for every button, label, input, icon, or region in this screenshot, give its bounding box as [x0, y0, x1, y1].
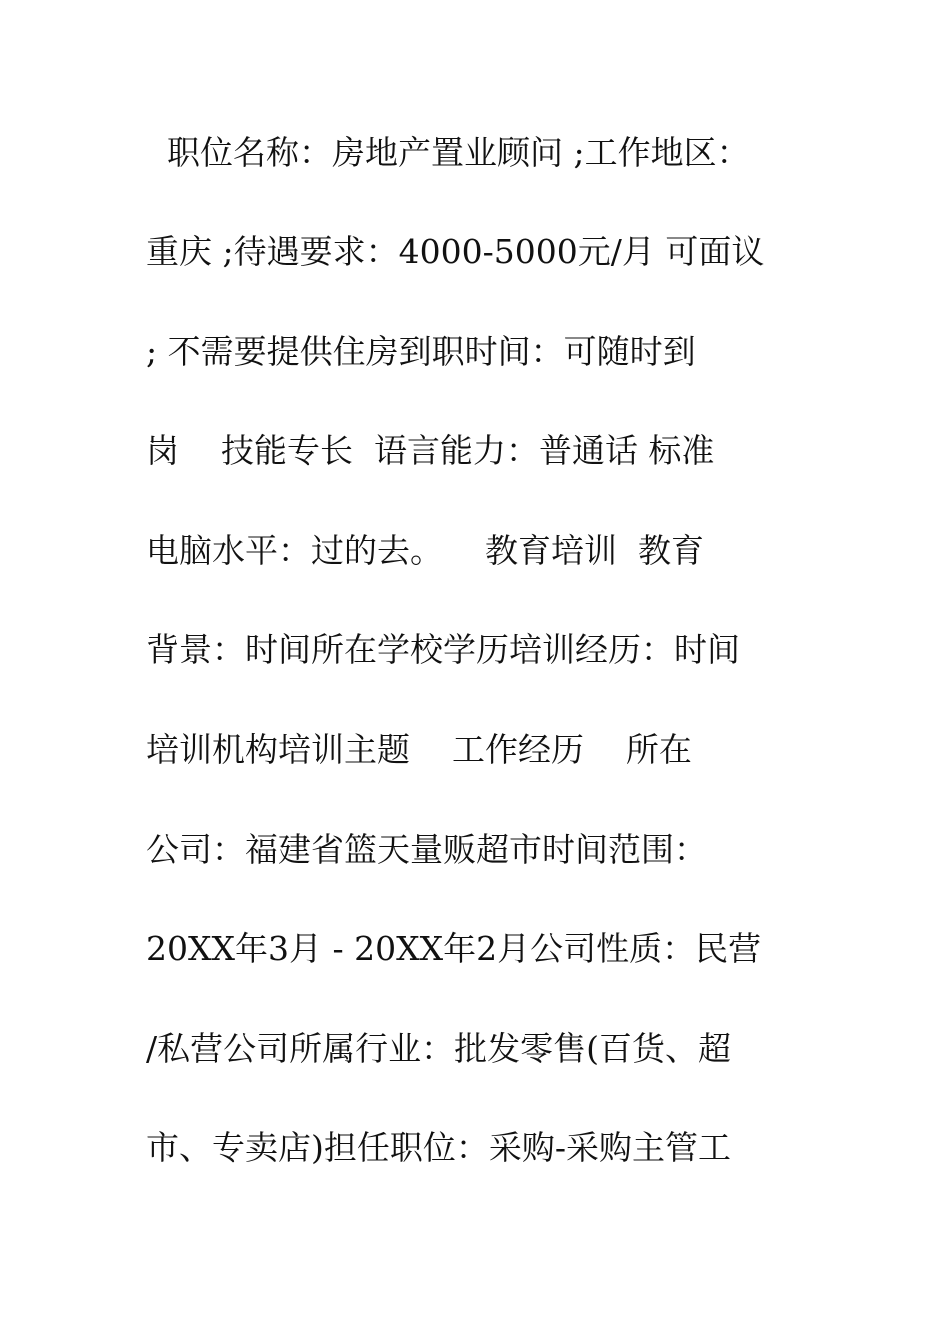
text-line: 职位名称：房地产置业顾问 ;工作地区： [146, 133, 750, 172]
text-line: 背景：时间所在学校学历培训经历：时间 [146, 630, 740, 669]
text-line: 公司：福建省篮天量贩超市时间范围： [146, 830, 707, 869]
text-line: 重庆 ;待遇要求：4000-5000元/月 可面议 [146, 232, 765, 271]
text-line: /私营公司所属行业：批发零售(百货、超 [146, 1029, 731, 1068]
text-line: 20XX年3月 - 20XX年2月公司性质：民营 [146, 929, 762, 968]
text-line: 岗 技能专长 语言能力：普通话 标准 [146, 431, 715, 470]
text-line: 培训机构培训主题 工作经历 所在 [146, 730, 692, 769]
text-line: 市、专卖店)担任职位：采购-采购主管工 [146, 1128, 732, 1167]
text-line: ; 不需要提供住房到职时间：可随时到 [146, 332, 696, 371]
text-line: 电脑水平：过的去。 教育培训 教育 [146, 531, 704, 570]
